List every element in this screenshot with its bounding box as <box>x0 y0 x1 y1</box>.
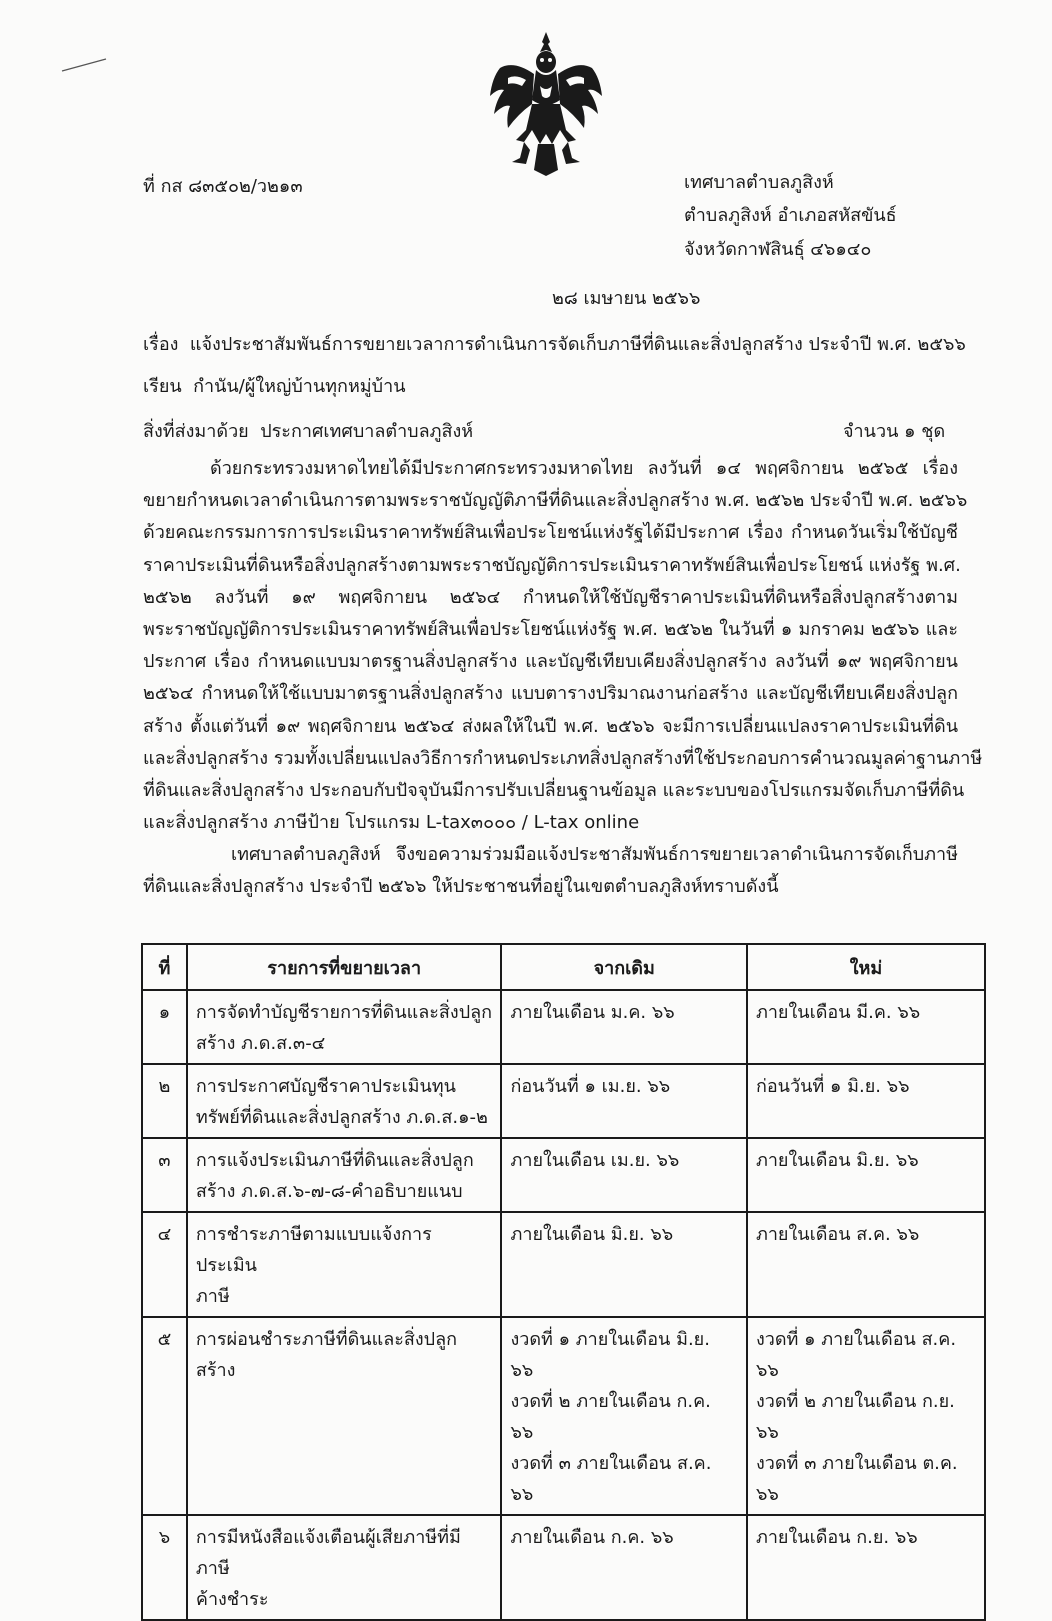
paragraph-line: เทศบาลตำบลภูสิงห์ จึงขอความร่วมมือแจ้งประชาสัมพันธ์การขยายเวลาดำเนินการจัดเก็บภาษี <box>231 844 958 865</box>
enclosure-text: ประกาศเทศบาลตำบลภูสิงห์ <box>260 421 474 442</box>
extension-table <box>141 943 986 1621</box>
cell-item <box>187 1138 502 1212</box>
paragraph-line: ขยายกำหนดเวลาดำเนินการตามพระราชบัญญัติภาษีที่ดินและสิ่งปลูกสร้าง พ.ศ. ๒๕๖๒ ประจำปี พ.ศ. ๒๕๖๖ <box>143 490 968 512</box>
paragraph-line: ที่ดินและสิ่งปลูกสร้าง ประจำปี ๒๕๖๖ ให้ประชาชนที่อยู่ในเขตตำบลภูสิงห์ทราบดังนี้ <box>143 876 779 898</box>
cell-old <box>501 1212 746 1317</box>
to-label: เรียน <box>143 376 182 397</box>
subject-line <box>143 332 966 357</box>
cell-old <box>501 1138 746 1212</box>
letter-date: ๒๘ เมษายน ๒๕๖๖ <box>552 288 701 309</box>
paragraph-line: สร้าง ตั้งแต่วันที่ ๑๙ พฤศจิกายน ๒๕๖๔ ส่งผลให้ในปี พ.ศ. ๒๕๖๖ จะมีการเปลี่ยนแปลงราคาประเมินที่ดิน <box>143 715 958 737</box>
subject-text: แจ้งประชาสัมพันธ์การขยายเวลาการดำเนินการจัดเก็บภาษีที่ดินและสิ่งปลูกสร้าง ประจำปี พ.ศ. ๒๕๖๖ <box>189 334 966 355</box>
cell-item <box>187 990 502 1064</box>
cell-line: ภายในเดือน มิ.ย. ๖๖ <box>755 1150 919 1171</box>
cell-old <box>501 1317 746 1515</box>
cell-no: ๒ <box>142 1064 187 1138</box>
paragraph-line: และสิ่งปลูกสร้าง รวมทั้งเปลี่ยนแปลงวิธีการกำหนดประเภทสิ่งปลูกสร้างที่ใช้ประกอบการคำนวณมูลค่าฐานภาษี <box>143 747 983 769</box>
table-row <box>142 1212 985 1317</box>
cell-new <box>747 1138 985 1212</box>
cell-line: ก่อนวันที่ ๑ มิ.ย. ๖๖ <box>755 1076 910 1097</box>
cell-new <box>747 1212 985 1317</box>
sender-line-2: ตำบลภูสิงห์ อำเภอสหัสขันธ์ <box>684 205 897 226</box>
sender-line-3: จังหวัดกาฬสินธุ์ ๔๖๑๔๐ <box>684 239 872 260</box>
cell-item <box>187 1212 502 1317</box>
cell-line: ภายในเดือน มิ.ย. ๖๖ <box>510 1224 674 1245</box>
cell-no: ๔ <box>142 1212 187 1317</box>
paragraph-line: ที่ดินและสิ่งปลูกสร้าง ประกอบกับปัจจุบันมีการปรับเปลี่ยนฐานข้อมูล และระบบของโปรแกรมจัดเก็บภาษีที่ดิน <box>143 780 965 802</box>
header-no: ที่ <box>142 944 187 990</box>
paragraph-line: และสิ่งปลูกสร้าง ภาษีป้าย โปรแกรม L-tax๓๐๐๐ / L-tax online <box>143 812 640 834</box>
header-item: รายการที่ขยายเวลา <box>187 944 502 990</box>
paragraph-line: ๒๕๖๔ กำหนดให้ใช้แบบมาตรฐานสิ่งปลูกสร้าง แบบตารางปริมาณงานก่อสร้าง และบัญชีเทียบเคียงสิ่งปลูก <box>143 683 958 705</box>
enclosure-count: จำนวน ๑ ชุด <box>843 421 946 442</box>
cell-line: การแจ้งประเมินภาษีที่ดินและสิ่งปลูก <box>195 1150 474 1171</box>
cell-no: ๕ <box>142 1317 187 1515</box>
paragraph-line: ด้วยกระทรวงมหาดไทยได้มีประกาศกระทรวงมหาดไทย ลงวันที่ ๑๔ พฤศจิกายน ๒๕๖๕ เรื่อง <box>210 458 958 479</box>
paragraph-line: ด้วยคณะกรรมการการประเมินราคาทรัพย์สินเพื่อประโยชน์แห่งรัฐได้มีประกาศ เรื่อง กำหนดวันเริ่มใช้บัญชี <box>143 522 958 544</box>
table-row <box>142 1138 985 1212</box>
cell-new <box>747 1515 985 1620</box>
body-paragraph-1 <box>143 453 983 839</box>
table-header-row <box>142 944 985 990</box>
cell-old <box>501 1515 746 1620</box>
enclosure-line <box>143 419 473 444</box>
document-number: ที่ กส ๘๓๕๐๒/ว๒๑๓ <box>143 176 303 197</box>
cell-line: สร้าง ภ.ด.ส.๓-๔ <box>195 1033 326 1054</box>
subject-label: เรื่อง <box>143 334 179 355</box>
to-text: กำนัน/ผู้ใหญ่บ้านทุกหมู่บ้าน <box>193 376 406 397</box>
paragraph-line: ประกาศ เรื่อง กำหนดแบบมาตรฐานสิ่งปลูกสร้าง และบัญชีเทียบเคียงสิ่งปลูกสร้าง ลงวันที่ ๑๙ พฤศจิกายน <box>143 651 958 673</box>
cell-line: ภายในเดือน มี.ค. ๖๖ <box>755 1002 921 1023</box>
salutation-line <box>143 374 406 399</box>
table-row <box>142 1515 985 1620</box>
cell-line: ภายในเดือน ม.ค. ๖๖ <box>510 1002 675 1023</box>
cell-line: การจัดทำบัญชีรายการที่ดินและสิ่งปลูก <box>195 1002 493 1023</box>
cell-item <box>187 1515 502 1620</box>
paragraph-line: ๒๕๖๒ ลงวันที่ ๑๙ พฤศจิกายน ๒๕๖๔ กำหนดให้ใช้บัญชีราคาประเมินที่ดินหรือสิ่งปลูกสร้างตาม <box>143 586 958 608</box>
cell-no: ๖ <box>142 1515 187 1620</box>
cell-old <box>501 1064 746 1138</box>
cell-line: ทรัพย์ที่ดินและสิ่งปลูกสร้าง ภ.ด.ส.๑-๒ <box>195 1107 488 1128</box>
cell-line: ภายในเดือน เม.ย. ๖๖ <box>510 1150 680 1171</box>
paragraph-line: พระราชบัญญัติการประเมินราคาทรัพย์สินเพื่อประโยชน์แห่งรัฐ พ.ศ. ๒๕๖๒ ในวันที่ ๑ มกราคม ๒๕๖๖ และ <box>143 619 958 641</box>
cell-new <box>747 1317 985 1515</box>
header-new: ใหม่ <box>747 944 985 990</box>
cell-line: การประกาศบัญชีราคาประเมินทุน <box>195 1076 456 1097</box>
cell-item <box>187 1064 502 1138</box>
pen-mark <box>60 55 110 75</box>
cell-line: งวดที่ ๒ ภายในเดือน ก.ค. ๖๖ <box>510 1391 711 1443</box>
cell-item <box>187 1317 502 1515</box>
header-old: จากเดิม <box>501 944 746 990</box>
cell-line: งวดที่ ๑ ภายในเดือน ส.ค. ๖๖ <box>755 1329 957 1381</box>
paragraph-line: ราคาประเมินที่ดินหรือสิ่งปลูกสร้างตามพระราชบัญญัติการประเมินราคาทรัพย์สินเพื่อประโยชน์ แห่งรัฐ พ.ศ. <box>143 554 961 576</box>
garuda-emblem <box>486 30 606 180</box>
cell-no: ๓ <box>142 1138 187 1212</box>
cell-line: ภายในเดือน ก.ค. ๖๖ <box>510 1527 674 1548</box>
cell-new <box>747 990 985 1064</box>
cell-old <box>501 990 746 1064</box>
cell-line: สร้าง ภ.ด.ส.๖-๗-๘-คำอธิบายแนบ <box>195 1181 463 1202</box>
cell-line: ภายในเดือน ส.ค. ๖๖ <box>755 1224 920 1245</box>
cell-line: การมีหนังสือแจ้งเตือนผู้เสียภาษีที่มีภาษี <box>195 1527 461 1579</box>
table-row <box>142 1064 985 1138</box>
cell-new <box>747 1064 985 1138</box>
cell-line: งวดที่ ๒ ภายในเดือน ก.ย. ๖๖ <box>755 1391 955 1443</box>
cell-no: ๑ <box>142 990 187 1064</box>
cell-line: งวดที่ ๓ ภายในเดือน ส.ค. ๖๖ <box>510 1453 712 1505</box>
enclosure-label: สิ่งที่ส่งมาด้วย <box>143 421 249 442</box>
sender-line-1: เทศบาลตำบลภูสิงห์ <box>684 172 834 193</box>
cell-line: ค้างชำระ <box>195 1589 269 1610</box>
cell-line: งวดที่ ๑ ภายในเดือน มิ.ย. ๖๖ <box>510 1329 710 1381</box>
cell-line: งวดที่ ๓ ภายในเดือน ต.ค. ๖๖ <box>755 1453 958 1505</box>
body-paragraph-2 <box>143 839 958 903</box>
cell-line: การชำระภาษีตามแบบแจ้งการประเมิน <box>195 1224 432 1276</box>
cell-line: ภาษี <box>195 1286 230 1307</box>
table-row <box>142 1317 985 1515</box>
cell-line: ภายในเดือน ก.ย. ๖๖ <box>755 1527 918 1548</box>
cell-line: การผ่อนชำระภาษีที่ดินและสิ่งปลูกสร้าง <box>195 1329 458 1381</box>
cell-line: ก่อนวันที่ ๑ เม.ย. ๖๖ <box>510 1076 671 1097</box>
table-row <box>142 990 985 1064</box>
